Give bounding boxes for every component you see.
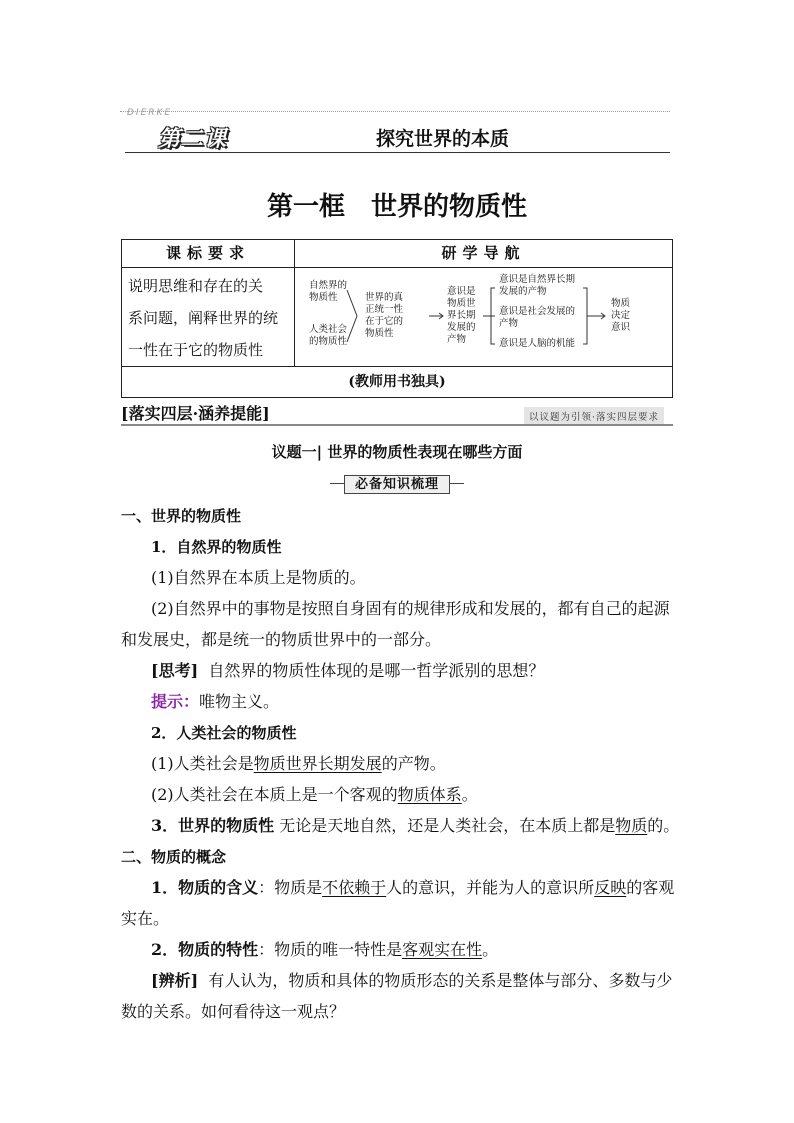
section-title: [落实四层·涵养提能] [121,404,270,423]
teacher-note: (教师用书独具) [122,367,673,398]
branch-society-label: 意识是社会发展的 产物 [499,306,576,329]
analysis-question-line1: [辨析] 有人认为，物质和具体的物质形态的关系是整体与部分、多数与少 [151,971,673,990]
lesson-english-label: DIERKE [127,108,173,118]
col-header-navigation: 研学导航 [295,240,673,268]
paragraph-nature-2-line2: 和发展史，都是统一的物质世界中的一部分。 [121,630,442,649]
underlined-answer: 不依赖于 [322,878,387,897]
lesson-badge: 第二课 [158,127,228,152]
topic-heading: 议题一| 世界的物质性表现在哪些方面 [271,443,523,461]
hint [121,692,711,712]
requirement-line: 系问题，阐释世界的统 [128,309,279,327]
paragraph-society-2: (2)人类社会在本质上是一个客观的物质体系。 [151,785,478,804]
think-text: 自然界的物质性体现的是哪一哲学派别的思想？ [208,661,545,680]
standards-table [121,239,673,398]
heading-matter-concept: 二、物质的概念 [121,848,227,866]
branch-brain-label: 意识是人脑的机能 [499,338,576,349]
underlined-answer: 反映 [594,878,627,897]
topic-title: 世界的物质性表现在哪些方面 [327,443,523,461]
analysis-tag: [辨析] [151,971,199,990]
paragraph-world-materiality: 3．世界的物质性 无论是天地自然，还是人类社会，在本质上都是物质的。 [151,816,680,835]
paragraph-matter-property: 2．物质的特性：物质的唯一特性是客观实在性。 [151,940,499,959]
requirement-text [122,268,294,366]
underlined-answer: 物质世界长期发展 [253,754,382,773]
analysis-question-line2: 数的关系。如何看待这一观点？ [121,1002,346,1021]
heading-society-materiality: 2．人类社会的物质性 [151,724,297,742]
underlined-answer: 物质体系 [397,785,462,804]
heading-world-materiality: 一、世界的物质性 [121,507,242,525]
paragraph-matter-meaning: 1．物质的含义：物质是不依赖于人的意识，并能为人的意识所反映的客观 [151,878,675,897]
knowledge-box-wrap [0,473,794,492]
heading-nature-materiality: 1．自然界的物质性 [151,538,282,556]
paragraph-society-1: (1)人类社会是物质世界长期发展的产物。 [151,754,446,773]
knowledge-box: 必备知识梳理 [344,475,450,494]
consciousness-product-label: 意识是 物质世 界长期 发展的 产物 [447,286,476,345]
requirement-line: 说明思维和存在的关 [128,277,264,295]
requirements-cell [122,268,295,367]
hint-label: 提示： [151,692,200,711]
inline-heading: 3．世界的物质性 [151,816,275,835]
section-rule [121,424,673,426]
navigation-cell [295,268,673,367]
header-top-dotted-rule [120,111,670,112]
concept-diagram [295,268,672,366]
inline-heading: 2．物质的特性 [151,940,259,959]
think-question [121,661,711,681]
header-rule [125,152,670,153]
matter-determines-consciousness-label: 物质 决定 意识 [611,298,631,333]
paragraph-nature-2-line1: (2)自然界中的事物是按照自身固有的规律形成和发展的，都有自己的起源 [151,599,670,618]
society-materiality-label: 人类社会 的物质性 [309,324,348,347]
world-unity-label: 世界的真 正统一性 在于它的 物质性 [365,292,404,339]
nature-materiality-label: 自然界的 物质性 [309,280,348,303]
branch-nature-label: 意识是自然界长期 发展的产物 [499,274,576,297]
section-tag: 以议题为引领·落实四层要求 [524,407,664,425]
col-header-requirements: 课标要求 [122,240,295,268]
inline-heading: 1．物质的含义 [151,878,259,897]
underlined-answer: 客观实在性 [402,940,483,959]
requirement-line: 一性在于它的物质性 [128,341,264,359]
hint-text: 唯物主义。 [199,692,280,711]
think-tag: [思考] [151,661,199,680]
topic-label: 议题一 [271,443,317,461]
frame-title: 第一框 世界的物质性 [266,192,527,222]
paragraph-matter-meaning-line2: 实在。 [121,909,170,928]
lesson-title: 探究世界的本质 [376,128,510,150]
paragraph-nature-1: (1)自然界在本质上是物质的。 [151,568,366,587]
underlined-answer: 物质 [615,816,648,835]
